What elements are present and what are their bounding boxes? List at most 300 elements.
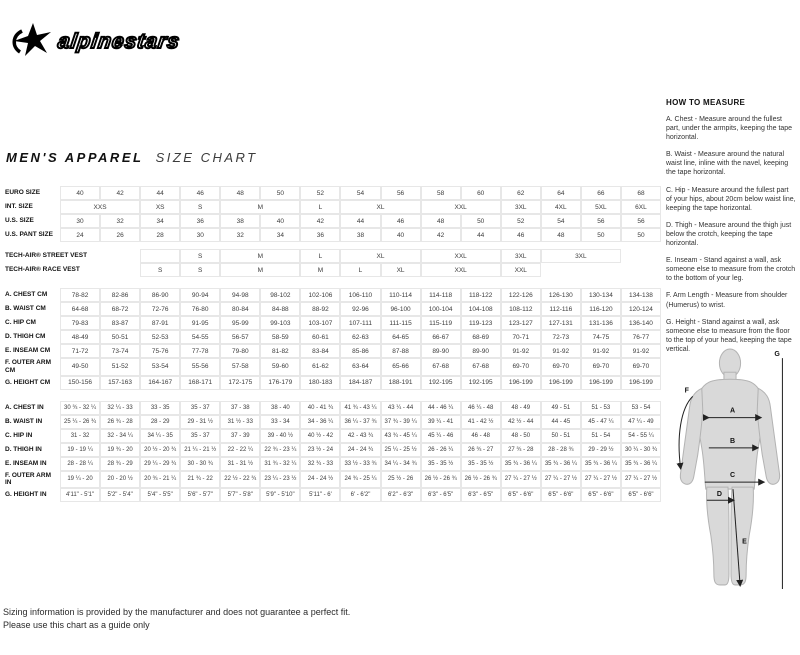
table-cell: 38 bbox=[340, 228, 380, 242]
table-cell: 70-71 bbox=[501, 330, 541, 344]
table-cell: 49 - 51 bbox=[541, 401, 581, 415]
table-cell: 69-70 bbox=[541, 358, 581, 376]
table-cell: 42 bbox=[300, 214, 340, 228]
table-cell: 192-195 bbox=[461, 376, 501, 390]
table-cell: 26 ½ - 26 ¾ bbox=[421, 471, 461, 489]
table-cell: 40 ½ - 42 bbox=[300, 429, 340, 443]
table-cell: 27 ¼ - 27 ½ bbox=[501, 471, 541, 489]
table-cell: 22 - 22 ¼ bbox=[220, 443, 260, 457]
table-cell: 74-75 bbox=[581, 330, 621, 344]
table-cell: 24 bbox=[60, 228, 100, 242]
table-cell: 63-64 bbox=[340, 358, 380, 376]
table-cell: 44 bbox=[461, 228, 501, 242]
table-cell: 157-163 bbox=[100, 376, 140, 390]
table-cell: 6'3" - 6'5" bbox=[421, 488, 461, 502]
table-cell: 54-55 bbox=[180, 330, 220, 344]
table-cell: 40 bbox=[60, 186, 100, 200]
table-section bbox=[5, 288, 661, 390]
table-cell: 112-116 bbox=[541, 302, 581, 316]
disclaimer bbox=[3, 607, 350, 634]
table-cell: 40 - 41 ¾ bbox=[300, 401, 340, 415]
table-cell: XXS bbox=[60, 200, 140, 214]
table-cell: 78-82 bbox=[60, 288, 100, 302]
table-cell: 91-92 bbox=[581, 344, 621, 358]
table-cell: 34 ¼ - 35 bbox=[140, 429, 180, 443]
table-cell: 43 ¼ - 44 bbox=[381, 401, 421, 415]
row-label: B. WAIST CM bbox=[5, 305, 46, 313]
table-cell: 42 ½ - 44 bbox=[501, 415, 541, 429]
table-cell: 6'2" - 6'3" bbox=[381, 488, 421, 502]
table-cell: 91-92 bbox=[501, 344, 541, 358]
table-cell: 172-175 bbox=[220, 376, 260, 390]
table-cell: 65-66 bbox=[381, 358, 421, 376]
table-cell: 66-67 bbox=[421, 330, 461, 344]
table-cell: 83-87 bbox=[100, 316, 140, 330]
table-cell: 58 bbox=[421, 186, 461, 200]
table-cell: 34 ¼ - 34 ¾ bbox=[381, 457, 421, 471]
table-cell: 5'11" - 6' bbox=[300, 488, 340, 502]
table-cell: 61-62 bbox=[300, 358, 340, 376]
table-row bbox=[5, 249, 661, 263]
table-cell: 131-136 bbox=[581, 316, 621, 330]
table-cell: 115-119 bbox=[421, 316, 461, 330]
table-cell: 67-68 bbox=[421, 358, 461, 376]
table-cell: 50-51 bbox=[100, 330, 140, 344]
table-cell: 24 - 24 ¾ bbox=[340, 443, 380, 457]
table-cell: 79-80 bbox=[220, 344, 260, 358]
table-cell: 99-103 bbox=[260, 316, 300, 330]
table-cell: 28 - 29 bbox=[140, 415, 180, 429]
table-cell: XS bbox=[140, 200, 180, 214]
table-cell: 51-52 bbox=[100, 358, 140, 376]
table-section bbox=[5, 249, 661, 277]
table-cell: 19 ¼ - 20 bbox=[60, 471, 100, 489]
table-cell: 32 bbox=[220, 228, 260, 242]
table-cell: 88-92 bbox=[300, 302, 340, 316]
table-cell: 53 - 54 bbox=[621, 401, 661, 415]
page-title bbox=[6, 150, 258, 165]
table-cell: 26 - 26 ¼ bbox=[421, 443, 461, 457]
table-cell: 6' - 6'2" bbox=[340, 488, 380, 502]
table-cell: 77-78 bbox=[180, 344, 220, 358]
table-cell: 196-199 bbox=[541, 376, 581, 390]
table-cell: 68-72 bbox=[100, 302, 140, 316]
table-cell: 196-199 bbox=[581, 376, 621, 390]
table-cell: 184-187 bbox=[340, 376, 380, 390]
table-cell: 6'3" - 6'5" bbox=[461, 488, 501, 502]
table-cell: 26 ¾ - 27 bbox=[461, 443, 501, 457]
table-cell: 64-68 bbox=[60, 302, 100, 316]
table-cell: 48-49 bbox=[60, 330, 100, 344]
table-cell: 36 bbox=[300, 228, 340, 242]
table-cell: 37 - 38 bbox=[220, 401, 260, 415]
how-to-measure-panel bbox=[666, 98, 796, 362]
table-cell: 58-59 bbox=[260, 330, 300, 344]
alpinestars-star-icon bbox=[10, 22, 56, 62]
table-cell: 31 ½ - 33 bbox=[220, 415, 260, 429]
row-label: E. INSEAM CM bbox=[5, 347, 51, 355]
table-cell: 188-191 bbox=[381, 376, 421, 390]
table-cell: 48 - 50 bbox=[501, 429, 541, 443]
table-cell: 89-90 bbox=[421, 344, 461, 358]
table-cell: 33 - 35 bbox=[140, 401, 180, 415]
table-cell: 39 ¼ - 41 bbox=[421, 415, 461, 429]
table-cell: 54 bbox=[541, 214, 581, 228]
table-cell: 168-171 bbox=[180, 376, 220, 390]
disclaimer-line-1: Sizing information is provided by the manufacturer and does not guarantee a perfect fit. bbox=[3, 607, 351, 617]
table-cell: 51 - 53 bbox=[581, 401, 621, 415]
table-cell: XL bbox=[381, 263, 421, 277]
table-cell: 83-84 bbox=[300, 344, 340, 358]
table-cell: 37 ¾ - 39 ¼ bbox=[381, 415, 421, 429]
table-cell: 56-57 bbox=[220, 330, 260, 344]
table-cell: 76-80 bbox=[180, 302, 220, 316]
table-cell: 56 bbox=[621, 214, 661, 228]
measure-instruction: D. Thigh - Measure around the thigh just below the crotch, keeping the tape horizontal. bbox=[666, 221, 792, 248]
size-table bbox=[5, 186, 661, 509]
row-label: C. HIP IN bbox=[5, 431, 33, 439]
table-row bbox=[5, 186, 661, 200]
table-cell: 111-115 bbox=[381, 316, 421, 330]
table-cell: 69-70 bbox=[501, 358, 541, 376]
table-cell: 86-90 bbox=[140, 288, 180, 302]
row-label: TECH-AIR® RACE VEST bbox=[5, 266, 80, 274]
table-cell: 118-122 bbox=[461, 288, 501, 302]
table-cell: 81-82 bbox=[260, 344, 300, 358]
table-cell: 123-127 bbox=[501, 316, 541, 330]
table-cell: 79-83 bbox=[60, 316, 100, 330]
measure-instruction: E. Inseam - Stand against a wall, ask someone else to measure from the crotch to the bottom of your leg. bbox=[666, 257, 796, 283]
table-cell: 35 ¾ - 36 ¼ bbox=[541, 457, 581, 471]
table-cell: 52 bbox=[300, 186, 340, 200]
table-cell: 127-131 bbox=[541, 316, 581, 330]
table-cell: 73-74 bbox=[100, 344, 140, 358]
table-cell: 33 - 34 bbox=[260, 415, 300, 429]
table-cell: 56 bbox=[581, 214, 621, 228]
table-row bbox=[5, 376, 661, 390]
table-cell: 35 - 37 bbox=[180, 401, 220, 415]
table-cell: 22 ¾ - 23 ¼ bbox=[260, 443, 300, 457]
table-cell: 29 ¼ - 29 ¾ bbox=[140, 457, 180, 471]
table-cell: 72-76 bbox=[140, 302, 180, 316]
table-cell: 21 ¼ - 21 ½ bbox=[180, 443, 220, 457]
row-label: B. WAIST IN bbox=[5, 417, 43, 425]
label-waist: B bbox=[729, 437, 736, 445]
row-label: TECH-AIR® STREET VEST bbox=[5, 252, 88, 260]
table-cell: 36 ¼ - 37 ¾ bbox=[340, 415, 380, 429]
table-cell: 164-167 bbox=[140, 376, 180, 390]
page-title-primary: MEN'S APPAREL bbox=[6, 150, 144, 165]
table-cell: 40 bbox=[260, 214, 300, 228]
table-row bbox=[5, 200, 661, 214]
table-cell: 26 ½ - 26 ¾ bbox=[461, 471, 501, 489]
table-cell: 21 ¾ - 22 bbox=[180, 471, 220, 489]
table-cell: 62-63 bbox=[340, 330, 380, 344]
table-cell: 6XL bbox=[621, 200, 661, 214]
table-cell: 60 bbox=[461, 186, 501, 200]
table-cell: 20 ½ - 20 ¾ bbox=[140, 443, 180, 457]
table-cell: 24 - 24 ½ bbox=[300, 471, 340, 489]
table-cell: 106-110 bbox=[340, 288, 380, 302]
table-cell: 82-86 bbox=[100, 288, 140, 302]
table-cell: 59-60 bbox=[260, 358, 300, 376]
table-row bbox=[5, 288, 661, 302]
table-cell: 4'11" - 5'1" bbox=[60, 488, 100, 502]
table-cell: 64-65 bbox=[381, 330, 421, 344]
table-cell: 37 - 39 bbox=[220, 429, 260, 443]
row-label: C. HIP CM bbox=[5, 319, 36, 327]
row-label: F. OUTER ARM CM bbox=[5, 359, 51, 374]
table-cell: 50 bbox=[621, 228, 661, 242]
measure-instruction: G. Height - Stand against a wall, ask someone else to measure from the floor to the top of your head, keeping the tape vertical. bbox=[666, 318, 792, 353]
table-cell: 51 - 54 bbox=[581, 429, 621, 443]
table-cell: 54 bbox=[340, 186, 380, 200]
table-cell: 5'2" - 5'4" bbox=[100, 488, 140, 502]
table-cell: 196-199 bbox=[621, 376, 661, 390]
table-cell: 54 - 55 ¼ bbox=[621, 429, 661, 443]
row-label: A. CHEST CM bbox=[5, 291, 48, 299]
table-cell: XXL bbox=[421, 263, 501, 277]
table-cell: 116-120 bbox=[581, 302, 621, 316]
table-cell: 30 ¼ - 30 ¾ bbox=[621, 443, 661, 457]
table-cell: 42 - 43 ¾ bbox=[340, 429, 380, 443]
table-cell: 44 - 45 bbox=[541, 415, 581, 429]
table-section bbox=[5, 401, 661, 503]
table-cell: 38 - 40 bbox=[260, 401, 300, 415]
table-row bbox=[5, 316, 661, 330]
table-cell: 4XL bbox=[541, 200, 581, 214]
table-row bbox=[5, 415, 661, 429]
table-cell: 94-98 bbox=[220, 288, 260, 302]
table-cell: 122-126 bbox=[501, 288, 541, 302]
table-cell: XXL bbox=[421, 200, 501, 214]
table-cell: 41 - 42 ½ bbox=[461, 415, 501, 429]
table-cell: 28 - 28 ¾ bbox=[541, 443, 581, 457]
table-cell: 47 ¼ - 49 bbox=[621, 415, 661, 429]
table-cell: 76-77 bbox=[621, 330, 661, 344]
table-cell: M bbox=[220, 249, 300, 263]
table-cell: 38 bbox=[220, 214, 260, 228]
table-cell: 50 - 51 bbox=[541, 429, 581, 443]
table-cell: 27 ¼ - 27 ½ bbox=[581, 471, 621, 489]
table-cell: 126-130 bbox=[541, 288, 581, 302]
table-cell: 55-56 bbox=[180, 358, 220, 376]
table-cell: S bbox=[180, 200, 220, 214]
table-cell: 196-199 bbox=[501, 376, 541, 390]
table-cell bbox=[140, 249, 180, 263]
table-cell: 35 ¾ - 36 ¼ bbox=[501, 457, 541, 471]
row-label: A. CHEST IN bbox=[5, 403, 44, 411]
table-cell: XL bbox=[340, 200, 420, 214]
table-cell: 33 ½ - 33 ¾ bbox=[340, 457, 380, 471]
table-cell: 5'7" - 5'8" bbox=[220, 488, 260, 502]
table-cell: 46 ¼ - 48 bbox=[461, 401, 501, 415]
table-cell: 32 ¾ - 33 bbox=[300, 457, 340, 471]
table-cell: 66 bbox=[581, 186, 621, 200]
label-thigh: D bbox=[716, 491, 722, 499]
table-cell: 29 - 29 ½ bbox=[581, 443, 621, 457]
table-cell: 44 - 46 ¼ bbox=[421, 401, 461, 415]
table-cell: 53-54 bbox=[140, 358, 180, 376]
row-label: G. HEIGHT IN bbox=[5, 491, 47, 499]
table-cell: 35 - 35 ½ bbox=[421, 457, 461, 471]
table-row bbox=[5, 263, 661, 277]
table-row bbox=[5, 302, 661, 316]
table-cell: 42 bbox=[421, 228, 461, 242]
table-cell: 91-92 bbox=[541, 344, 581, 358]
table-cell: 69-70 bbox=[621, 358, 661, 376]
table-cell: S bbox=[140, 263, 180, 277]
table-cell: 62 bbox=[501, 186, 541, 200]
table-cell: XXL bbox=[501, 263, 541, 277]
table-cell: 107-111 bbox=[340, 316, 380, 330]
table-cell: 27 ¼ - 27 ½ bbox=[621, 471, 661, 489]
table-cell: 45 ¼ - 46 bbox=[421, 429, 461, 443]
measure-instruction: F. Arm Length - Measure from shoulder (Humerus) to wrist. bbox=[666, 292, 788, 309]
table-cell: 31 ¾ - 32 ¼ bbox=[260, 457, 300, 471]
table-cell: 46 bbox=[180, 186, 220, 200]
table-cell: 56 bbox=[381, 186, 421, 200]
disclaimer-line-2: Please use this chart as a guide only bbox=[3, 620, 150, 631]
table-cell: 130-134 bbox=[581, 288, 621, 302]
table-cell: 3XL bbox=[501, 200, 541, 214]
table-cell: M bbox=[300, 263, 340, 277]
table-cell: 103-107 bbox=[300, 316, 340, 330]
table-cell: 48 bbox=[220, 186, 260, 200]
table-cell: 46 bbox=[381, 214, 421, 228]
table-cell: M bbox=[220, 263, 300, 277]
table-cell: 28 - 28 ¼ bbox=[60, 457, 100, 471]
table-cell: 32 - 34 ¼ bbox=[100, 429, 140, 443]
table-cell: 50 bbox=[260, 186, 300, 200]
table-cell: 60-61 bbox=[300, 330, 340, 344]
table-cell: 34 bbox=[260, 228, 300, 242]
table-cell: 57-58 bbox=[220, 358, 260, 376]
table-cell: 100-104 bbox=[421, 302, 461, 316]
table-cell: 110-114 bbox=[381, 288, 421, 302]
body-silhouette-illustration bbox=[661, 346, 800, 593]
table-row bbox=[5, 488, 661, 502]
table-cell: 87-88 bbox=[381, 344, 421, 358]
table-cell: 35 - 37 bbox=[180, 429, 220, 443]
table-cell: 20 - 20 ½ bbox=[100, 471, 140, 489]
table-cell: 48 - 49 bbox=[501, 401, 541, 415]
table-cell: 19 ¾ - 20 bbox=[100, 443, 140, 457]
table-section bbox=[5, 186, 661, 242]
table-cell: 84-88 bbox=[260, 302, 300, 316]
table-cell: XXL bbox=[421, 249, 501, 263]
table-cell: 69-70 bbox=[581, 358, 621, 376]
table-cell: 26 bbox=[100, 228, 140, 242]
table-cell: 44 bbox=[140, 186, 180, 200]
table-cell: 64 bbox=[541, 186, 581, 200]
row-label: INT. SIZE bbox=[5, 203, 33, 211]
table-cell: 50 bbox=[581, 228, 621, 242]
table-row bbox=[5, 344, 661, 358]
table-cell: 30 bbox=[180, 228, 220, 242]
table-cell: 5'9" - 5'10" bbox=[260, 488, 300, 502]
table-cell: 134-138 bbox=[621, 288, 661, 302]
table-cell: 42 bbox=[100, 186, 140, 200]
row-label: F. OUTER ARM IN bbox=[5, 471, 51, 487]
table-cell: 32 bbox=[100, 214, 140, 228]
body-diagram bbox=[661, 346, 800, 593]
table-cell: 39 - 40 ½ bbox=[260, 429, 300, 443]
table-cell: 3XL bbox=[501, 249, 541, 263]
table-cell: S bbox=[180, 263, 220, 277]
label-arm: F bbox=[684, 387, 689, 395]
table-row bbox=[5, 401, 661, 415]
row-label: U.S. SIZE bbox=[5, 217, 34, 225]
table-cell: 87-91 bbox=[140, 316, 180, 330]
table-cell: 176-179 bbox=[260, 376, 300, 390]
table-cell: 104-108 bbox=[461, 302, 501, 316]
row-label: D. THIGH IN bbox=[5, 445, 42, 453]
table-cell: 6'5" - 6'6" bbox=[621, 488, 661, 502]
table-cell: 48 bbox=[541, 228, 581, 242]
table-cell: 34 bbox=[140, 214, 180, 228]
table-row bbox=[5, 358, 661, 376]
table-cell: 98-102 bbox=[260, 288, 300, 302]
table-cell: 136-140 bbox=[621, 316, 661, 330]
brand-name: alpinestars bbox=[56, 30, 182, 53]
table-cell: 26 ¾ - 28 bbox=[100, 415, 140, 429]
table-cell: 75-76 bbox=[140, 344, 180, 358]
table-cell: 43 ¾ - 45 ¼ bbox=[381, 429, 421, 443]
how-to-measure-list bbox=[666, 115, 796, 354]
table-cell: 34 - 36 ¼ bbox=[300, 415, 340, 429]
table-cell: 80-84 bbox=[220, 302, 260, 316]
table-cell: 96-100 bbox=[381, 302, 421, 316]
table-cell: 45 - 47 ¼ bbox=[581, 415, 621, 429]
table-cell: 25 ¼ - 25 ½ bbox=[381, 443, 421, 457]
table-cell: 71-72 bbox=[60, 344, 100, 358]
table-cell: 5XL bbox=[581, 200, 621, 214]
table-cell: 27 ¼ - 27 ½ bbox=[541, 471, 581, 489]
table-cell: 35 ¾ - 36 ¼ bbox=[581, 457, 621, 471]
table-cell: 114-118 bbox=[421, 288, 461, 302]
table-cell: 192-195 bbox=[421, 376, 461, 390]
table-cell: 6'5" - 6'6" bbox=[541, 488, 581, 502]
table-cell: 108-112 bbox=[501, 302, 541, 316]
table-cell: 19 - 19 ¼ bbox=[60, 443, 100, 457]
how-to-measure-heading: HOW TO MEASURE bbox=[666, 98, 746, 107]
table-cell: 120-124 bbox=[621, 302, 661, 316]
table-cell: 95-99 bbox=[220, 316, 260, 330]
row-label: E. INSEAM IN bbox=[5, 459, 47, 467]
label-hip: C bbox=[729, 472, 736, 480]
table-cell: XL bbox=[340, 249, 420, 263]
measure-instruction: B. Waist - Measure around the natural waist line, inline with the navel, keeping the tape horizontal. bbox=[666, 151, 789, 177]
table-row bbox=[5, 457, 661, 471]
table-cell: 5'4" - 5'5" bbox=[140, 488, 180, 502]
table-row bbox=[5, 471, 661, 489]
table-cell: 46 - 48 bbox=[461, 429, 501, 443]
table-cell: 67-68 bbox=[461, 358, 501, 376]
table-cell: 28 bbox=[140, 228, 180, 242]
table-cell: 91-95 bbox=[180, 316, 220, 330]
measure-instruction: C. Hip - Measure around the fullest part of your hips, about 20cm below waist line, keeping the tape horizontal. bbox=[666, 186, 796, 212]
table-cell: L bbox=[300, 200, 340, 214]
table-cell: 48 bbox=[421, 214, 461, 228]
table-cell: 49-50 bbox=[60, 358, 100, 376]
table-cell: 92-96 bbox=[340, 302, 380, 316]
table-row bbox=[5, 443, 661, 457]
table-cell: 68-69 bbox=[461, 330, 501, 344]
table-cell: 102-106 bbox=[300, 288, 340, 302]
table-row bbox=[5, 330, 661, 344]
table-cell: 22 ½ - 22 ¾ bbox=[220, 471, 260, 489]
